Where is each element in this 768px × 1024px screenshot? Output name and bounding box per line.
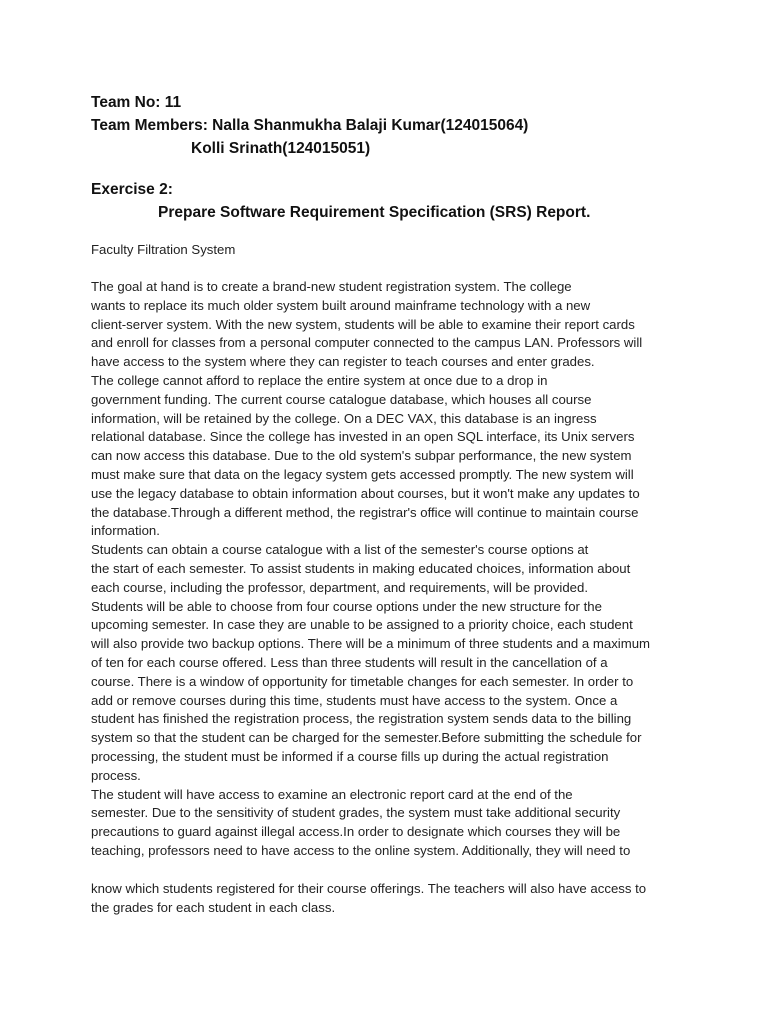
text-line: client-server system. With the new system, students will be able to examine their report cards — [91, 316, 635, 332]
text-line: Students can obtain a course catalogue with a list of the semester's course options at — [91, 542, 589, 558]
team-number: Team No: 11 — [91, 94, 182, 111]
text-line: teaching, professors need to have access to the online system. Additionally, they will need to — [91, 842, 631, 858]
text-line: student has finished the registration process, the registration system sends data to the billing — [91, 711, 632, 727]
text-line: have access to the system where they can register to teach courses and enter grades. — [91, 354, 595, 370]
text-line: wants to replace its much older system built around mainframe technology with a new — [91, 297, 591, 313]
text-line: and enroll for classes from a personal computer connected to the campus LAN. Professors will — [91, 335, 643, 351]
text-line: must make sure that data on the legacy system gets accessed promptly. The new system will — [91, 466, 634, 482]
task-heading: Prepare Software Requirement Specification (SRS) Report. — [158, 204, 591, 221]
text-line: precautions to guard against illegal access.In order to designate which courses they will be — [91, 824, 621, 840]
text-line: relational database. Since the college has invested in an open SQL interface, its Unix servers — [91, 429, 635, 445]
team-member-second: Kolli Srinath(124015051) — [191, 140, 371, 157]
text-line: the grades for each student in each class. — [91, 899, 336, 915]
text-line: course. There is a window of opportunity for timetable changes for each semester. In order to — [91, 673, 634, 689]
text-line: system so that the student can be charged for the semester.Before submitting the schedule for — [91, 730, 642, 746]
text-line: the start of each semester. To assist students in making educated choices, information about — [91, 560, 631, 576]
text-line: The student will have access to examine an electronic report card at the end of the — [91, 786, 573, 802]
text-line: will also provide two backup options. There will be a minimum of three students and a maximum — [91, 636, 651, 652]
text-line: use the legacy database to obtain information about courses, but it won't make any updates to — [91, 485, 640, 501]
team-members: Team Members: Nalla Shanmukha Balaji Kumar(124015064) — [91, 117, 529, 134]
text-line: Students will be able to choose from four course options under the new structure for the — [91, 598, 602, 614]
text-line: add or remove courses during this time, students must have access to the system. Once a — [91, 692, 618, 708]
text-line: information, will be retained by the college. On a DEC VAX, this database is an ingress — [91, 410, 597, 426]
body-text-continuation — [91, 880, 711, 918]
text-line: the database.Through a different method, the registrar's office will continue to maintain course — [91, 504, 639, 520]
exercise-heading: Exercise 2: — [91, 181, 173, 198]
text-line: The goal at hand is to create a brand-new student registration system. The college — [91, 279, 572, 294]
text-line: can now access this database. Due to the old system's subpar performance, the new system — [91, 448, 632, 464]
text-line: semester. Due to the sensitivity of student grades, the system must take additional security — [91, 805, 621, 821]
text-line: upcoming semester. In case they are unable to be assigned to a priority choice, each student — [91, 617, 633, 633]
body-text-block — [91, 278, 711, 861]
text-line: of ten for each course offered. Less than three students will result in the cancellation of a — [91, 654, 608, 670]
text-line: process. — [91, 767, 141, 783]
text-line: information. — [91, 523, 160, 539]
text-line: processing, the student must be informed if a course fills up during the actual registration — [91, 748, 609, 764]
text-line: government funding. The current course catalogue database, which houses all course — [91, 391, 592, 407]
text-line: know which students registered for their course offerings. The teachers will also have access to — [91, 881, 647, 896]
text-line: each course, including the professor, department, and requirements, will be provided. — [91, 579, 589, 595]
text-line: The college cannot afford to replace the entire system at once due to a drop in — [91, 372, 548, 388]
document-title: Faculty Filtration System — [91, 242, 236, 257]
